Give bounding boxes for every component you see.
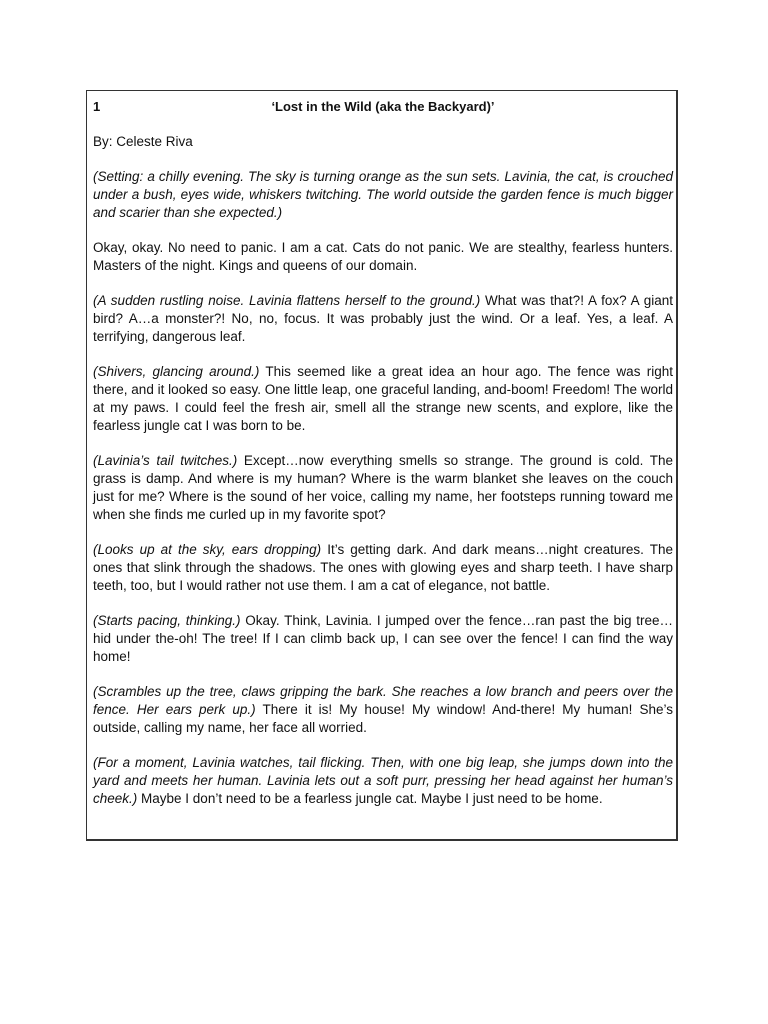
paragraph <box>93 754 673 808</box>
stage-direction: (Looks up at the sky, ears dropping) <box>93 542 322 557</box>
paragraph <box>93 239 673 275</box>
author-byline: By: Celeste Riva <box>93 134 193 149</box>
dialogue: Okay. Think, Lavinia. I jumped over the fence…ran past the big tree…hid under the-oh! The tree! If I can climb back up, I can see over the fence! I can find the way home! <box>93 613 673 664</box>
dialogue: It’s getting dark. And dark means…night creatures. The ones that slink through the shadows. The ones with glowing eyes and sharp teeth. I have sharp teeth, too, but I would rather not use them. I am a cat of elegance, not battle. <box>93 542 673 593</box>
stage-direction: (Scrambles up the tree, claws gripping the bark. She reaches a low branch and peers over the fence. Her ears perk up.) <box>93 684 673 717</box>
paragraph <box>93 292 673 346</box>
paragraph <box>93 683 673 737</box>
script-title: ‘Lost in the Wild (aka the Backyard)’ <box>271 99 495 114</box>
stage-direction: (For a moment, Lavinia watches, tail flicking. Then, with one big leap, she jumps down into the yard and meets her human. Lavinia lets out a soft purr, pressing her head against her human’s cheek.) <box>93 755 673 806</box>
paragraph <box>93 541 673 595</box>
stage-direction: (Setting: a chilly evening. The sky is turning orange as the sun sets. Lavinia, the cat, is crouched under a bush, eyes wide, whiskers twitching. The world outside the garden fence is much bigger and scarier than she expected.) <box>93 169 673 220</box>
dialogue: Except…now everything smells so strange. The ground is cold. The grass is damp. And where is my human? Where is the warm blanket she leaves on the couch just for me? Where is the sound of her voice, calling my name, her footsteps running toward me when she finds me curled up in my favorite spot? <box>93 453 673 522</box>
stage-direction: (Lavinia’s tail twitches.) <box>93 453 238 468</box>
dialogue: This seemed like a great idea an hour ago. The fence was right there, and it looked so easy. One little leap, one graceful landing, and-boom! Freedom! The world at my paws. I could feel the fresh air, smell all the strange new scents, and explore, like the fearless jungle cat I was born to be. <box>93 364 673 433</box>
paragraph <box>93 452 673 524</box>
stage-direction: (A sudden rustling noise. Lavinia flattens herself to the ground.) <box>93 293 481 308</box>
dialogue: Okay, okay. No need to panic. I am a cat. Cats do not panic. We are stealthy, fearless hunters. Masters of the night. Kings and queens of our domain. <box>93 240 673 273</box>
paragraph <box>93 612 673 666</box>
header-row <box>93 99 673 117</box>
dialogue: There it is! My house! My window! And-there! My human! She’s outside, calling my name, her face all worried. <box>93 701 673 735</box>
paragraph <box>93 363 673 435</box>
stage-direction: (Shivers, glancing around.) <box>93 364 260 379</box>
stage-direction: (Starts pacing, thinking.) <box>93 613 241 628</box>
document-frame <box>86 90 678 841</box>
paragraph <box>93 168 673 222</box>
dialogue: What was that?! A fox? A giant bird? A…a monster?! No, no, focus. It was probably just the wind. Or a leaf. Yes, a leaf. A terrifying, dangerous leaf. <box>93 293 673 344</box>
page-number: 1 <box>93 99 101 114</box>
dialogue: Maybe I don’t need to be a fearless jungle cat. Maybe I just need to be home. <box>137 790 603 806</box>
